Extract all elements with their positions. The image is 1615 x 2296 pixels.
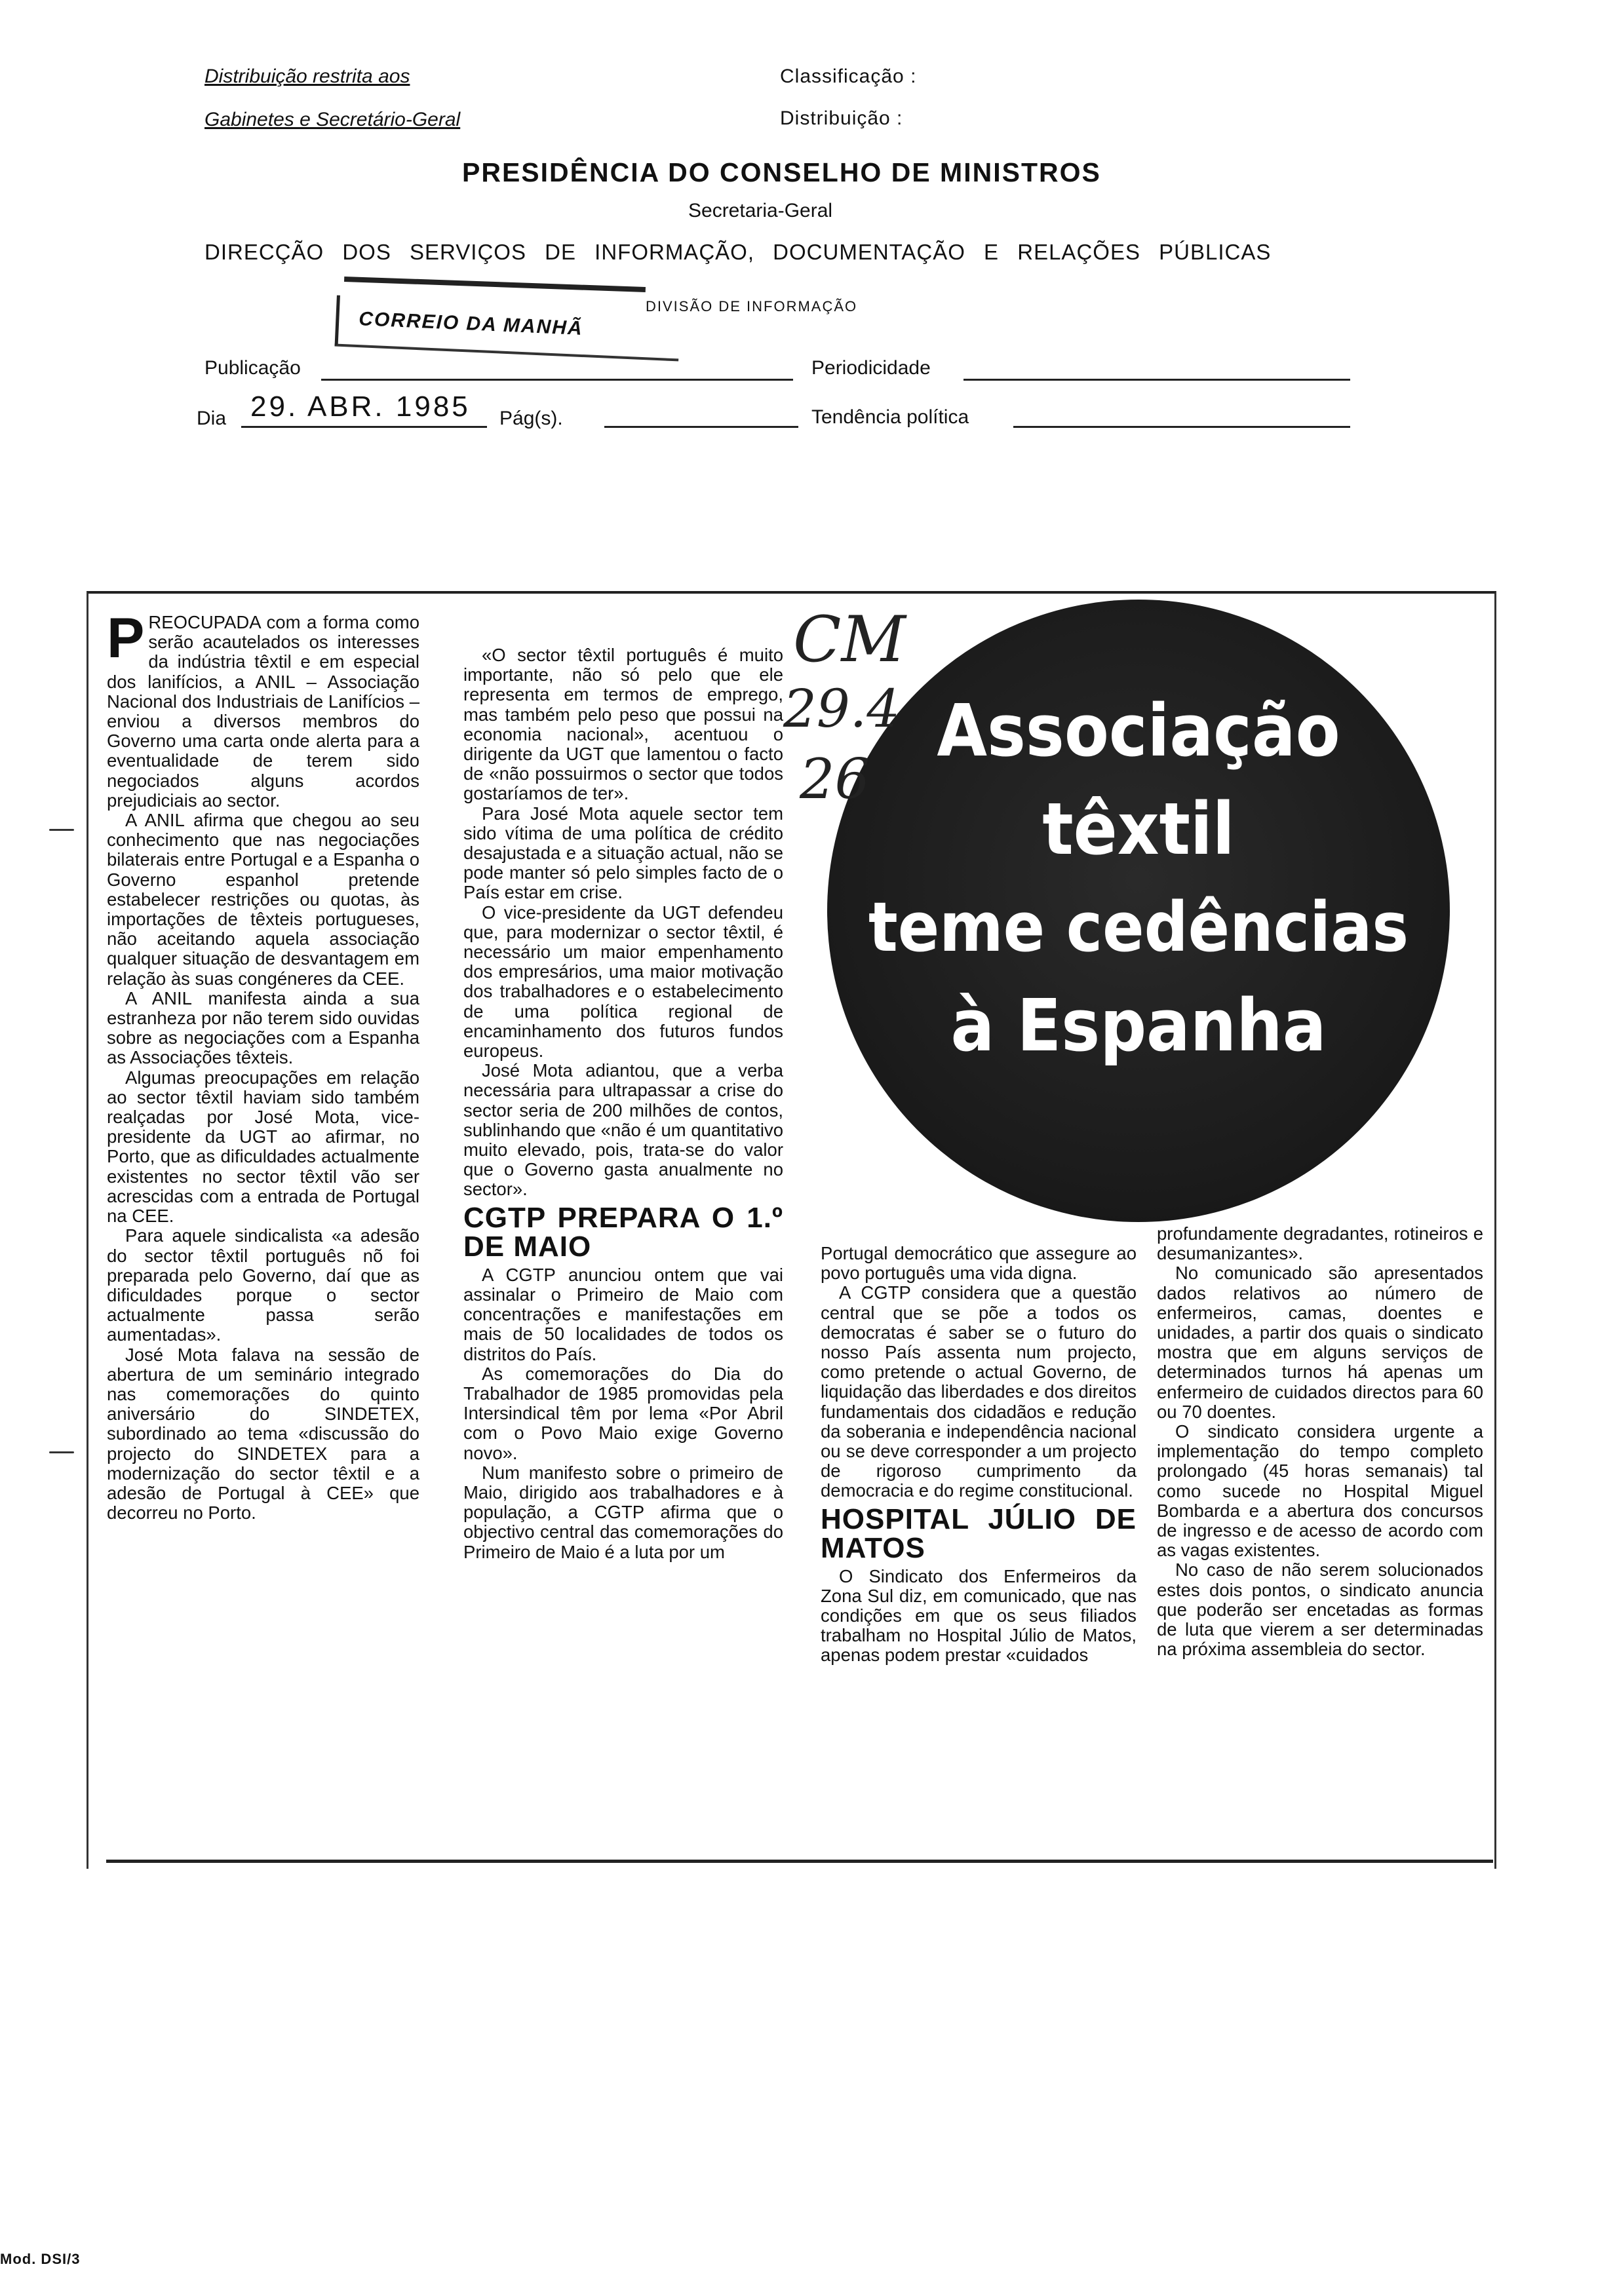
- cgtp-subhead: CGTP PREPARA O 1.º DE MAIO: [463, 1201, 783, 1263]
- distribuicao-label: Distribuição :: [780, 107, 903, 129]
- col4-para-3: O sindicato considera urgente a implementação do tempo completo prolongado (45 horas semanais) tal como sucede no Hospital Miguel Bombarda e a abertura dos concursos de ingresso e de acesso de acordo com as vagas existentes.: [1157, 1421, 1483, 1561]
- handwritten-annotation-date: 29.4: [783, 678, 901, 739]
- article-column-3: [821, 1244, 1137, 1666]
- pags-label: Pág(s).: [499, 408, 563, 429]
- headline-line-2: têxtil: [1042, 787, 1235, 871]
- headline: [840, 681, 1437, 1075]
- dia-label: Dia: [197, 408, 227, 429]
- stamp-bar: [344, 277, 646, 292]
- col4-para-2: No comunicado são apresentados dados relativos ao número de enfermeiros, camas, doentes e unidades, a partir dos quais o sindicato mostra que em alguns serviços de determinados turnos há apenas um enfermeiro de cuidados directos para 60 ou 70 doentes.: [1157, 1263, 1483, 1422]
- headline-line-4: à Espanha: [950, 984, 1327, 1067]
- direccao-line: DIRECÇÃO DOS SERVIÇOS DE INFORMAÇÃO, DOCUMENTAÇÃO E RELAÇÕES PÚBLICAS: [204, 240, 1272, 264]
- article-column-2: [463, 645, 783, 1562]
- restricted-line-2: Gabinetes e Secretário-Geral: [204, 109, 461, 130]
- classificacao-label: Classificação :: [780, 66, 917, 87]
- col2-para-4: José Mota adiantou, que a verba necessária para ultrapassar a crise do sector seria de 200 milhões de contos, sublinhando que «não é um quantitativo muito elevado, pois, trata-se do valor que o Governo gasta anualmente no sector».: [463, 1060, 783, 1200]
- tendencia-label: Tendência política: [811, 406, 969, 428]
- col4-para-4: No caso de não serem solucionados estes dois pontos, o sindicato anuncia que poderão ser encetadas as formas de luta que vierem a ser determinadas na próxima assembleia do sector.: [1157, 1559, 1483, 1660]
- col3-para-2: A CGTP considera que a questão central que se põe a todos os democratas é saber se o futuro do nosso País assenta num projecto, como pretende o actual Governo, de liquidação das liberdades e dos direitos fundamentais dos cidadãos e redução da soberania e independência nacional ou se deve corresponder a um projecto de rigoroso cumprimento da democracia e do regime constitucional.: [821, 1282, 1137, 1501]
- form-model-code: Mod. DSI/3: [0, 2251, 81, 2267]
- col3-para-1: Portugal democrático que assegure ao povo português uma vida digna.: [821, 1243, 1137, 1284]
- publicacao-label: Publicação: [204, 357, 301, 379]
- col1-para-4: Algumas preocupações em relação ao sector têxtil haviam sido também realçadas por José Mota, vice-presidente da UGT ao afirmar, no Porto, que as dificuldades actualmente existentes no sector têxtil vão ser acrescidas com a entrada de Portugal na CEE.: [107, 1067, 419, 1227]
- hospital-para-1: O Sindicato dos Enfermeiros da Zona Sul diz, em comunicado, que nas condições em que os seus filiados trabalham no Hospital Júlio de Matos, apenas podem prestar «cuidados: [821, 1565, 1137, 1666]
- ministry-title: PRESIDÊNCIA DO CONSELHO DE MINISTROS: [462, 157, 1101, 187]
- col1-para-1: REOCUPADA com a forma como serão acautelados os interesses da indústria têxtil e em especial dos lanifícios, a ANIL – Associação Nacional dos Industriais de Lanifícios – enviou a diversos membros do Governo uma carta onde alerta para a eventualidade de terem sido negociados alguns acordos prejudiciais ao sector.: [107, 612, 419, 811]
- publication-name: CORREIO DA MANHÃ: [358, 308, 584, 340]
- col1-para-6: José Mota falava na sessão de abertura de um seminário integrado nas comemorações do quinto aniversário do SINDETEX, subordinado ao tema «discussão do projecto do SINDETEX para a modernização do sector têxtil e a adesão de Portugal à CEE» que decorreu no Porto.: [107, 1344, 419, 1523]
- col4-para-1: profundamente degradantes, rotineiros e desumanizantes».: [1157, 1223, 1483, 1264]
- headline-line-1: Associação: [937, 689, 1340, 773]
- restricted-line-1: Distribuição restrita aos: [204, 66, 410, 87]
- cgtp-para-3: Num manifesto sobre o primeiro de Maio, dirigido aos trabalhadores e à população, a CGTP afirma que o objectivo central das comemorações do Primeiro de Maio é a luta por um: [463, 1462, 783, 1562]
- handwritten-annotation-cm: CM: [793, 603, 906, 676]
- margin-mark: [49, 1451, 74, 1453]
- col1-para-3: A ANIL manifesta ainda a sua estranheza por não terem sido ouvidas sobre as negociações com a Espanha as Associações têxteis.: [107, 987, 419, 1068]
- margin-mark: [49, 829, 74, 831]
- periodicidade-label: Periodicidade: [811, 357, 931, 379]
- divisao-label: DIVISÃO DE INFORMAÇÃO: [646, 298, 858, 315]
- drop-cap: P: [107, 607, 145, 670]
- cgtp-para-1: A CGTP anunciou ontem que vai assinalar o Primeiro de Maio com concentrações e manifestações em mais de 50 localidades de todos os distritos do País.: [463, 1264, 783, 1364]
- tendencia-line: [1013, 426, 1350, 428]
- col2-para-1: «O sector têxtil português é muito importante, não só pelo que ele representa em termos de emprego, mas também pelo peso que possui na economia nacional», acentuou o dirigente da UGT que lamentou o facto de «não possuirmos o sector que todos gostaríamos de ter».: [463, 645, 783, 804]
- dia-value: 29. ABR. 1985: [250, 391, 471, 423]
- pags-line: [604, 426, 798, 428]
- publication-stamp: [335, 296, 681, 362]
- handwritten-annotation-page: 26: [800, 747, 870, 811]
- col1-para-5: Para aquele sindicalista «a adesão do sector têxtil português nõ foi preparada pelo Governo, daí que as dificuldades porque o sector actualmente passa serão aumentadas».: [107, 1225, 419, 1345]
- periodicidade-line: [963, 379, 1350, 381]
- col2-para-3: O vice-presidente da UGT defendeu que, para modernizar o sector têxtil, é necessário um maior empenhamento dos empresários, uma maior motivação dos trabalhadores e o estabelecimento de uma política regional de encaminhamento dos futuros fundos europeus.: [463, 902, 783, 1062]
- col2-para-2: Para José Mota aquele sector tem sido vítima de uma política de crédito desajustada e a situação actual, não se pode manter só pelo simples facto de o País estar em crise.: [463, 803, 783, 903]
- col1-para-2: A ANIL afirma que chegou ao seu conhecimento que nas negociações bilaterais entre Portugal e a Espanha o Governo espanhol pretende estabelecer restrições ou quotas, às importações de têxteis portugueses, não aceitando aquela associação qualquer situação de desvantagem em relação às suas congéneres da CEE.: [107, 810, 419, 989]
- publicacao-line: [321, 379, 793, 381]
- dia-line: [241, 426, 487, 428]
- article-column-1: [107, 607, 419, 1523]
- hospital-subhead: HOSPITAL JÚLIO DE MATOS: [821, 1502, 1137, 1564]
- secretaria-geral: Secretaria-Geral: [688, 200, 833, 221]
- headline-line-3: teme cedências: [868, 887, 1409, 967]
- cgtp-para-2: As comemorações do Dia do Trabalhador de 1985 promovidas pela Intersindical têm por lema «Por Abril com o Povo Maio exige Governo novo».: [463, 1363, 783, 1463]
- article-bottom-rule: [106, 1860, 1493, 1863]
- article-column-4: [1157, 1224, 1483, 1659]
